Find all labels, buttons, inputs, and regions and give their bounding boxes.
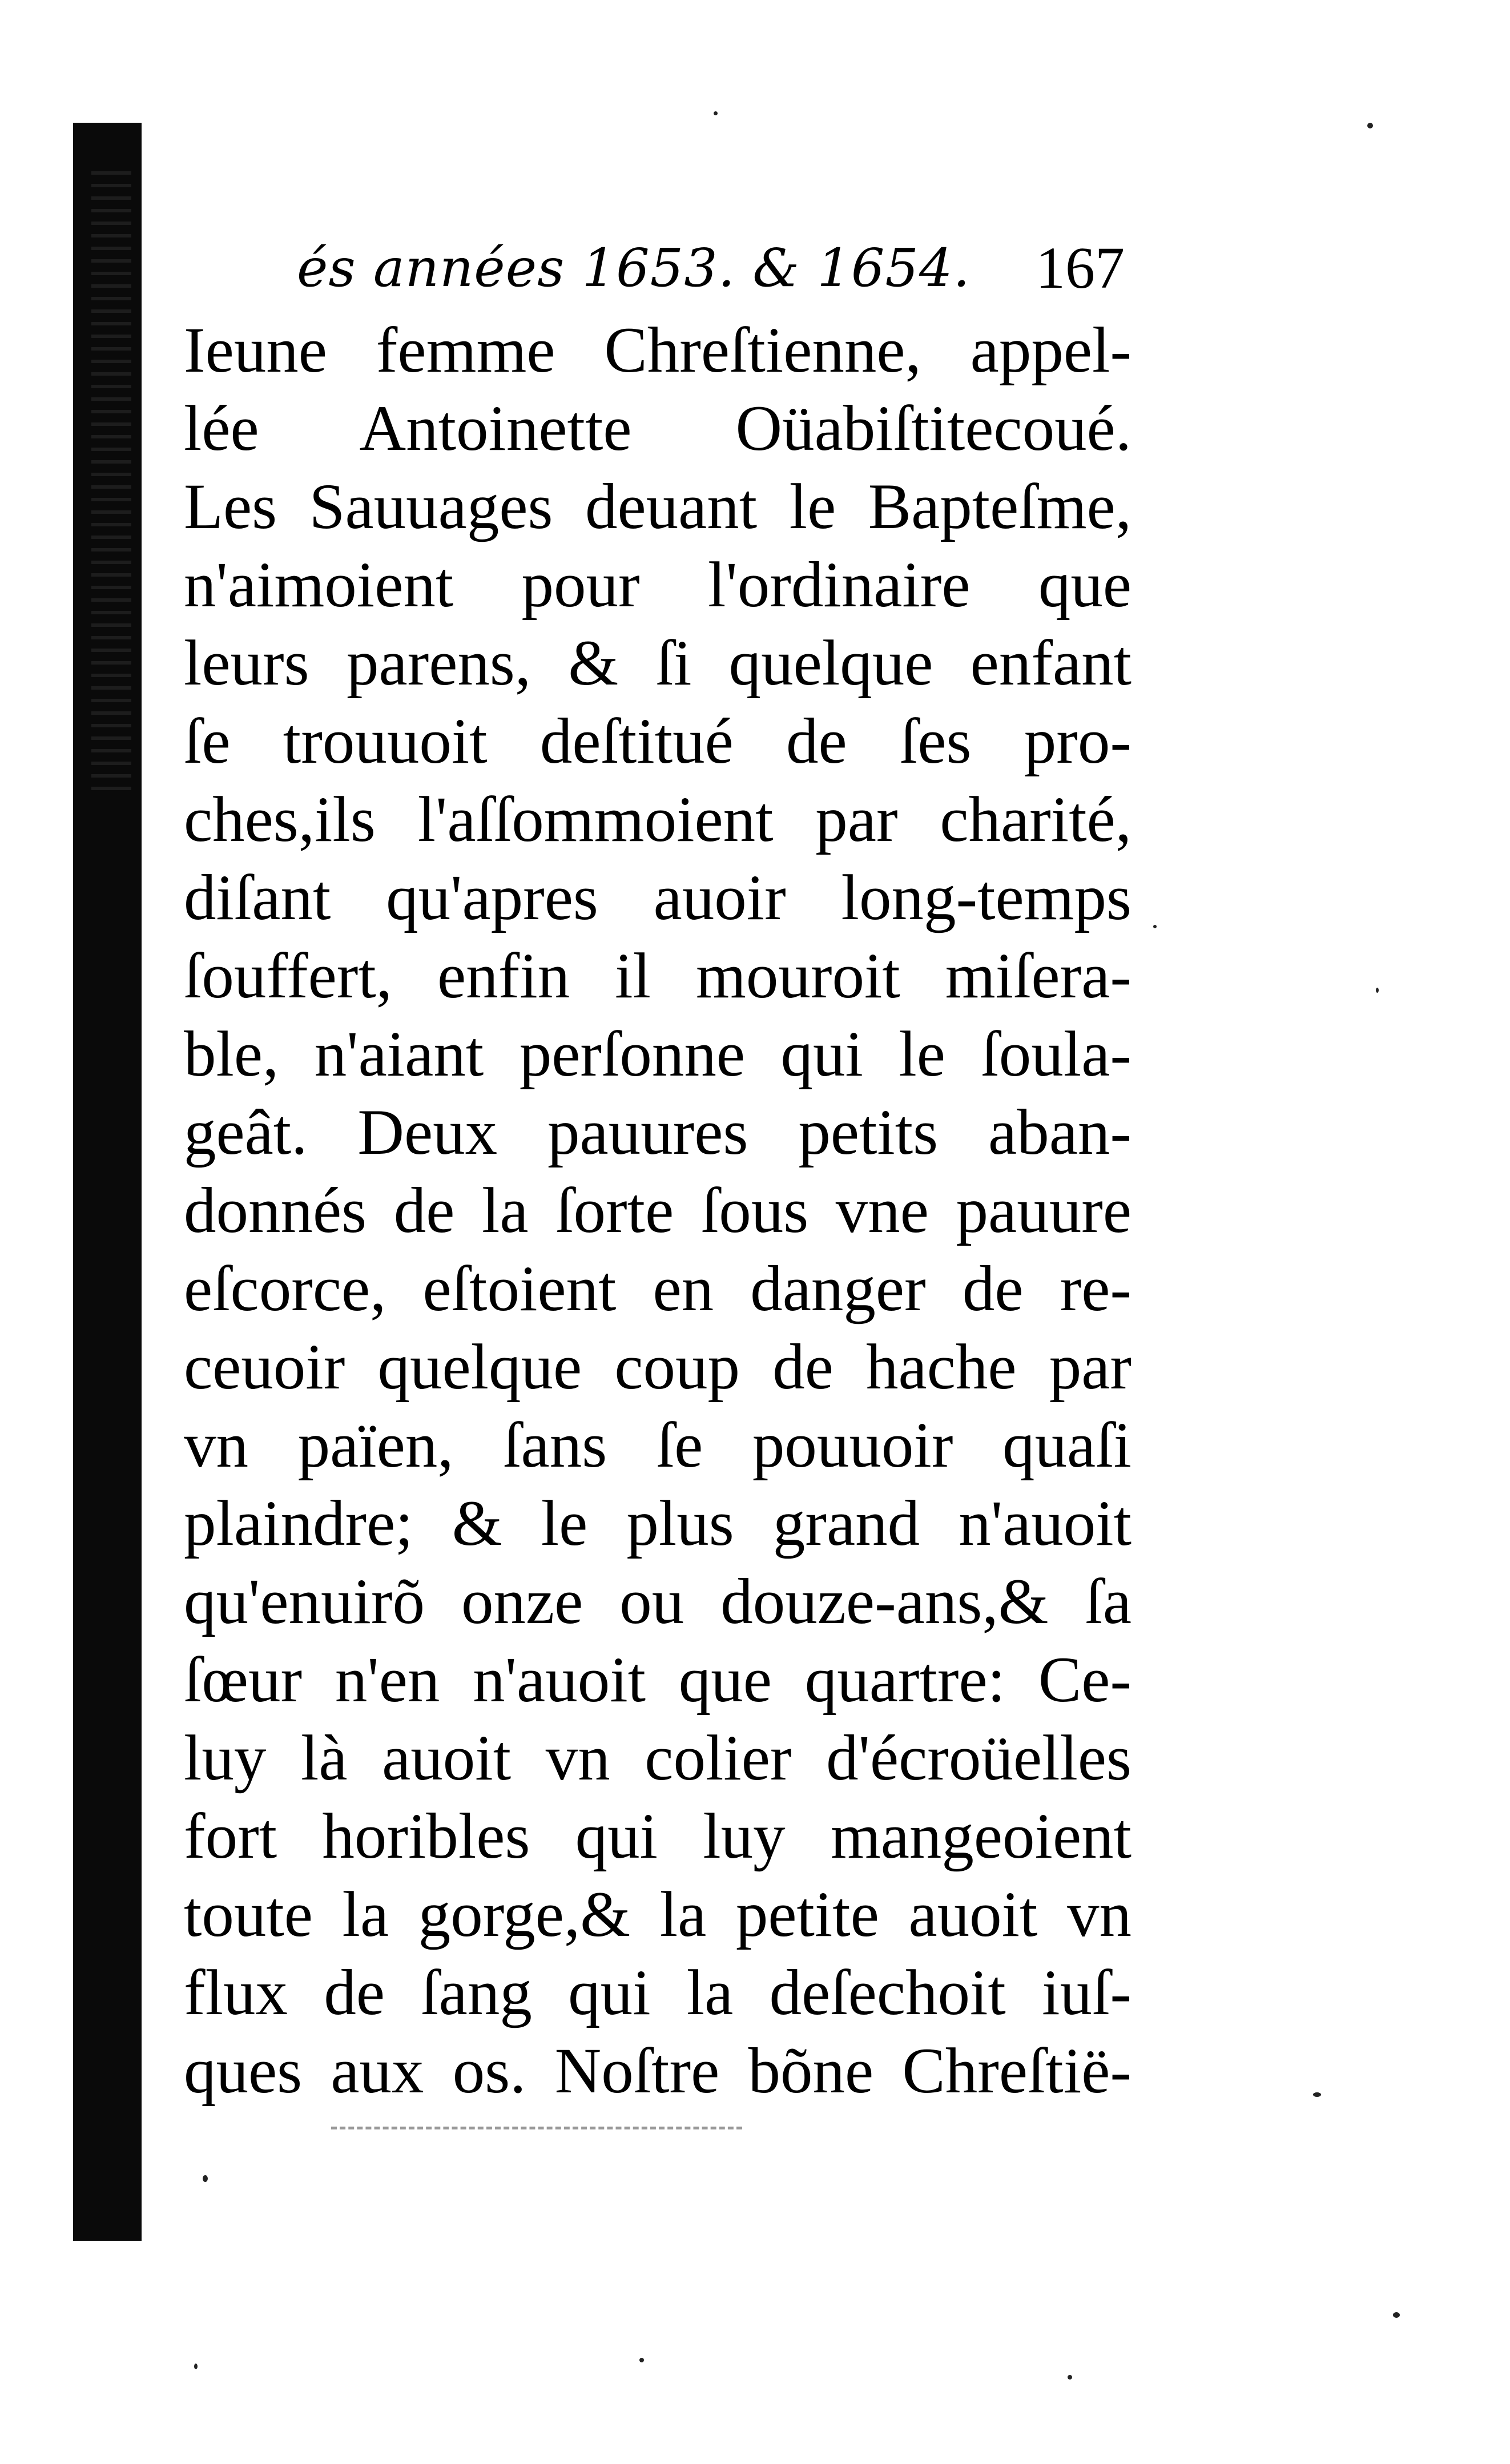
scan-speck xyxy=(1068,2375,1072,2380)
text-line: ſœur n'en n'auoit que quartre: Ce- xyxy=(184,1644,1132,1716)
text-line: ſouffert, enfin il mouroit miſera- xyxy=(184,940,1132,1012)
text-line: ſe trouuoit deſtitué de ſes pro- xyxy=(184,706,1132,777)
scan-speck xyxy=(639,2358,644,2362)
scan-speck xyxy=(1393,2312,1400,2318)
scan-speck xyxy=(714,111,718,115)
binding-texture xyxy=(91,171,131,799)
text-line: plaindre; & le plus grand n'auoit xyxy=(184,1488,1132,1559)
text-line: qu'enuirõ onze ou douze-ans,& ſa xyxy=(184,1566,1132,1637)
text-line: luy là auoit vn colier d'écroüelles xyxy=(184,1722,1132,1794)
text-line: ches,ils l'aſſommoient par charité, xyxy=(184,784,1132,855)
text-line: Les Sauuages deuant le Bapteſme, xyxy=(184,471,1132,542)
text-line: flux de ſang qui la deſechoit iuſ- xyxy=(184,1957,1132,2028)
scan-speck xyxy=(194,2364,198,2369)
body-text xyxy=(184,311,1132,2110)
scan-speck xyxy=(203,2175,208,2182)
text-line: vn païen, ſans ſe pouuoir quaſi xyxy=(184,1410,1132,1481)
page-number: 167 xyxy=(1036,235,1125,301)
text-line: leurs parens, & ſi quelque enfant xyxy=(184,627,1132,699)
text-line: n'aimoient pour l'ordinaire que xyxy=(184,549,1132,621)
scan-speck xyxy=(1376,988,1379,993)
scan-speck xyxy=(1313,2092,1321,2097)
text-line: lée Antoinette Oüabiſtitecoué. xyxy=(184,393,1132,464)
scan-speck xyxy=(1153,925,1157,928)
text-line: donnés de la ſorte ſous vne pauure xyxy=(184,1175,1132,1246)
text-line: geât. Deux pauures petits aban- xyxy=(184,1097,1132,1168)
running-head xyxy=(297,226,1125,311)
text-line: ques aux os. Noſtre bõne Chreſtië- xyxy=(184,2035,1132,2107)
running-title: és années 1653. & 1654. xyxy=(297,237,971,299)
text-line: fort horibles qui luy mangeoient xyxy=(184,1801,1132,1872)
scan-artifact-rule xyxy=(331,2127,742,2129)
text-line: ble, n'aiant perſonne qui le ſoula- xyxy=(184,1018,1132,1090)
text-line: ceuoir quelque coup de hache par xyxy=(184,1331,1132,1403)
scan-speck xyxy=(1367,123,1373,128)
text-line: toute la gorge,& la petite auoit vn xyxy=(184,1879,1132,1950)
text-line: Ieune femme Chreſtienne, appel- xyxy=(184,315,1132,386)
text-line: diſant qu'apres auoir long-temps xyxy=(184,862,1132,933)
text-line: eſcorce, eſtoient en danger de re- xyxy=(184,1253,1132,1324)
